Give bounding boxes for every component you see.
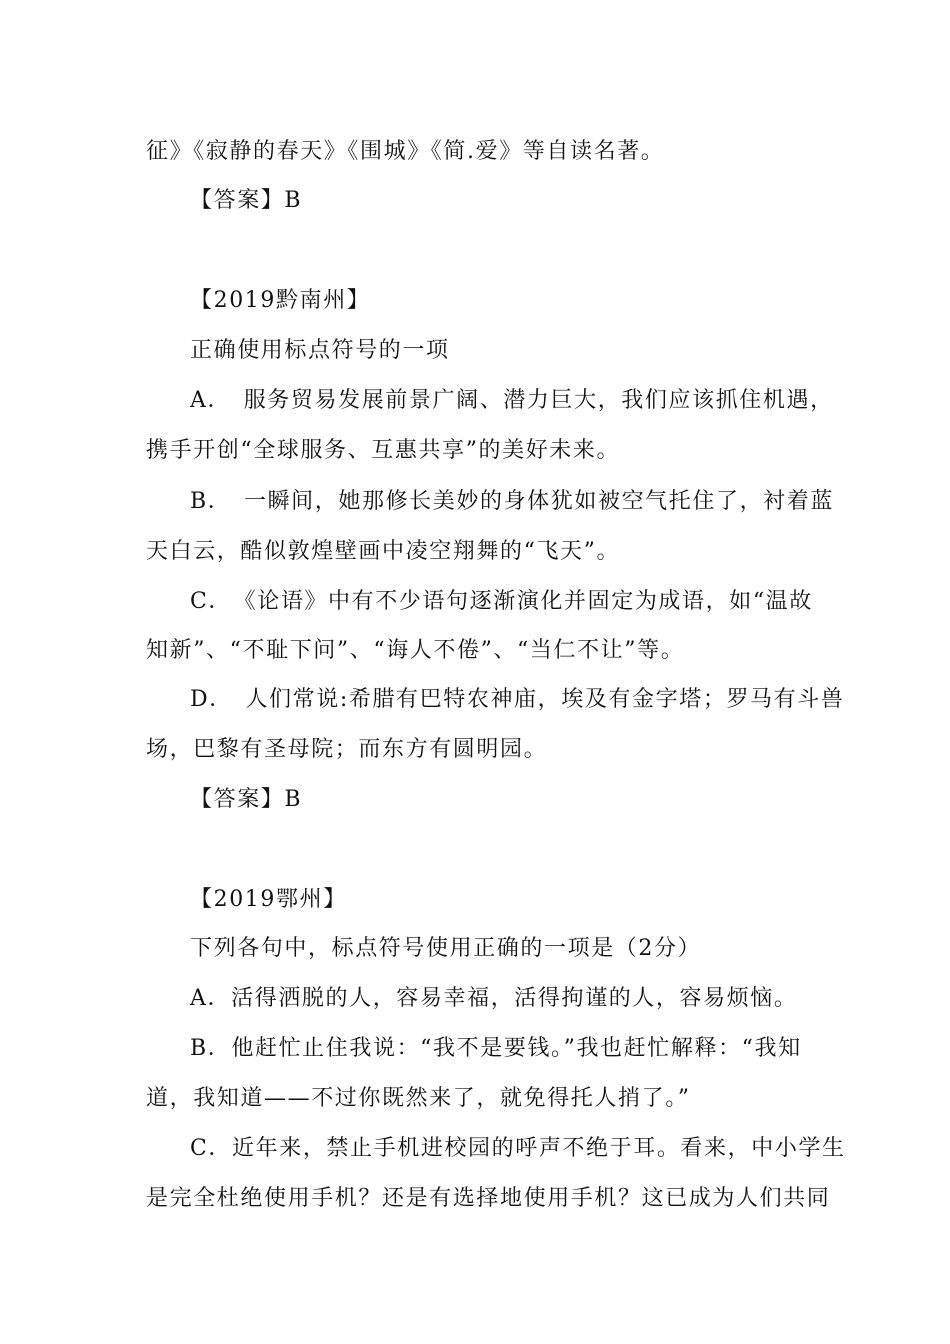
option-d-line-2: 场，巴黎有圣母院；而东方有圆明园。 bbox=[146, 737, 548, 762]
option-c-line-2: 知新”、“不耻下问”、“诲人不倦”、“当仁不让”等。 bbox=[146, 638, 685, 663]
section-heading-qiannanzhou: 【2019黔南州】 bbox=[190, 288, 371, 313]
option-b-line-2: 天白云，酷似敦煌壁画中凌空翔舞的“飞天”。 bbox=[146, 539, 621, 564]
option-b-line-2: 道，我知道——不过你既然来了，就免得托人捎了。” bbox=[146, 1086, 691, 1111]
option-b-line-1: B．他赶忙止住我说：“我不是要钱。”我也赶忙解释：“我知 bbox=[190, 1036, 802, 1061]
answer-line-2: 【答案】B bbox=[190, 787, 303, 812]
option-c-line-1: C．近年来，禁止手机进校园的呼声不绝于耳。看来，中小学生 bbox=[190, 1136, 846, 1161]
option-a-line-1: A． 服务贸易发展前景广阔、潜力巨大，我们应该抓住机遇， bbox=[190, 388, 834, 413]
answer-line-1: 【答案】B bbox=[190, 188, 303, 213]
question-stem-2: 下列各句中，标点符号使用正确的一项是（2分） bbox=[190, 936, 702, 961]
section-heading-ezhou: 【2019鄂州】 bbox=[190, 887, 347, 912]
option-c-line-1: C． 《论语》中有不少语句逐渐演化并固定为成语，如“温故 bbox=[190, 589, 813, 614]
question-stem-1: 正确使用标点符号的一项 bbox=[190, 338, 450, 363]
text-line-continuation: 征》《寂静的春天》《围城》《简.爱》等自读名著。 bbox=[146, 139, 665, 164]
option-a-line: A．活得洒脱的人，容易幸福，活得拘谨的人，容易烦恼。 bbox=[190, 986, 798, 1011]
option-c-line-2: 是完全杜绝使用手机？还是有选择地使用手机？这已成为人们共同 bbox=[146, 1186, 831, 1211]
option-a-line-2: 携手开创“全球服务、互惠共享”的美好未来。 bbox=[146, 438, 621, 463]
option-b-line-1: B． 一瞬间，她那修长美妙的身体犹如被空气托住了，衬着蓝 bbox=[190, 489, 834, 514]
option-d-line-1: D． 人们常说:希腊有巴特农神庙，埃及有金字塔；罗马有斗兽 bbox=[190, 687, 845, 712]
